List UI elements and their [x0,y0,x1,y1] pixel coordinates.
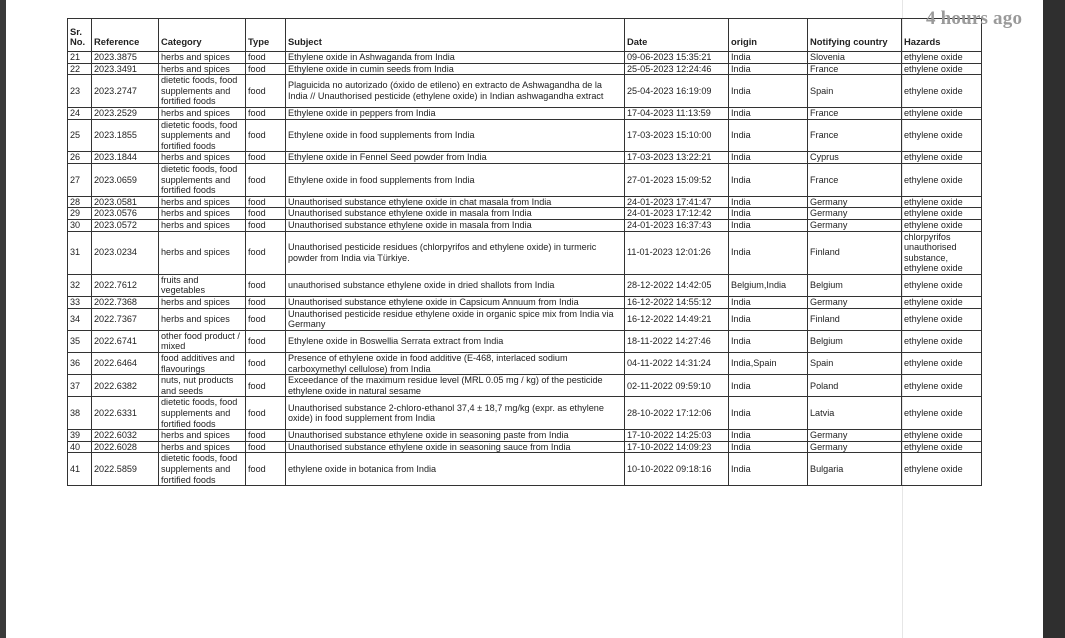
cell-type: food [246,274,286,296]
cell-date: 28-12-2022 14:42:05 [625,274,729,296]
cell-hazards: ethylene oxide [902,163,982,196]
cell-category: herbs and spices [159,430,246,442]
table-row [68,441,982,453]
cell-origin: India [729,163,808,196]
cell-origin: Belgium,India [729,274,808,296]
cell-origin: India [729,219,808,231]
cell-origin: India [729,107,808,119]
cell-origin: India [729,330,808,352]
cell-category: herbs and spices [159,219,246,231]
cell-type: food [246,441,286,453]
cell-reference: 2023.1855 [92,119,159,152]
cell-reference: 2022.6464 [92,353,159,375]
cell-category: fruits and vegetables [159,274,246,296]
header-type: Type [246,19,286,52]
cell-sr-no: 37 [68,375,92,397]
cell-reference: 2022.6032 [92,430,159,442]
cell-origin: India [729,375,808,397]
cell-sr-no: 23 [68,75,92,108]
cell-category: herbs and spices [159,441,246,453]
cell-origin: India [729,297,808,309]
cell-sr-no: 28 [68,196,92,208]
table-row [68,208,982,220]
cell-notifying-country: Germany [808,441,902,453]
cell-notifying-country: Slovenia [808,52,902,64]
cell-hazards: ethylene oxide [902,330,982,352]
cell-type: food [246,63,286,75]
cell-reference: 2023.2529 [92,107,159,119]
cell-date: 10-10-2022 09:18:16 [625,453,729,486]
food-alert-table [67,18,982,486]
cell-subject: Unauthorised substance 2-chloro-ethanol 37,4 ± 18,7 mg/kg (expr. as ethylene oxide) in food supplement from India [286,397,625,430]
cell-origin: India [729,231,808,274]
cell-notifying-country: Germany [808,297,902,309]
cell-date: 11-01-2023 12:01:26 [625,231,729,274]
cell-category: herbs and spices [159,308,246,330]
cell-type: food [246,430,286,442]
cell-hazards: ethylene oxide [902,430,982,442]
cell-date: 17-10-2022 14:09:23 [625,441,729,453]
time-ago-label: 4 hours ago [926,8,1023,29]
cell-notifying-country: Spain [808,75,902,108]
cell-hazards: ethylene oxide [902,52,982,64]
cell-category: herbs and spices [159,107,246,119]
cell-hazards: ethylene oxide [902,308,982,330]
cell-reference: 2022.6382 [92,375,159,397]
cell-hazards: ethylene oxide [902,107,982,119]
table-row [68,196,982,208]
cell-reference: 2022.6741 [92,330,159,352]
cell-type: food [246,453,286,486]
cell-category: nuts, nut products and seeds [159,375,246,397]
cell-origin: India [729,441,808,453]
cell-hazards: ethylene oxide [902,75,982,108]
cell-category: food additives and flavourings [159,353,246,375]
cell-notifying-country: Poland [808,375,902,397]
cell-reference: 2023.0581 [92,196,159,208]
table-row [68,119,982,152]
cell-notifying-country: Germany [808,196,902,208]
cell-date: 18-11-2022 14:27:46 [625,330,729,352]
cell-type: food [246,52,286,64]
cell-type: food [246,397,286,430]
cell-notifying-country: France [808,63,902,75]
cell-reference: 2022.7367 [92,308,159,330]
cell-sr-no: 30 [68,219,92,231]
cell-sr-no: 21 [68,52,92,64]
cell-date: 09-06-2023 15:35:21 [625,52,729,64]
cell-reference: 2022.6331 [92,397,159,430]
cell-sr-no: 35 [68,330,92,352]
cell-type: food [246,231,286,274]
cell-notifying-country: France [808,107,902,119]
header-sr-no: Sr. No. [68,19,92,52]
cell-origin: India [729,453,808,486]
cell-subject: Ethylene oxide in Boswellia Serrata extract from India [286,330,625,352]
cell-type: food [246,107,286,119]
header-origin: origin [729,19,808,52]
cell-notifying-country: Belgium [808,274,902,296]
cell-sr-no: 31 [68,231,92,274]
cell-type: food [246,375,286,397]
cell-type: food [246,119,286,152]
cell-notifying-country: France [808,163,902,196]
cell-type: food [246,330,286,352]
cell-date: 17-04-2023 11:13:59 [625,107,729,119]
cell-subject: Unauthorised substance ethylene oxide in seasoning sauce from India [286,441,625,453]
cell-type: food [246,196,286,208]
cell-type: food [246,208,286,220]
header-category: Category [159,19,246,52]
cell-date: 28-10-2022 17:12:06 [625,397,729,430]
cell-date: 02-11-2022 09:59:10 [625,375,729,397]
cell-category: dietetic foods, food supplements and fortified foods [159,397,246,430]
cell-origin: India [729,430,808,442]
cell-subject: Exceedance of the maximum residue level (MRL 0.05 mg / kg) of the pesticide ethylene oxide in natural sesame [286,375,625,397]
header-hazards: Hazards [902,19,982,52]
cell-date: 16-12-2022 14:49:21 [625,308,729,330]
table-row [68,231,982,274]
table-row [68,330,982,352]
cell-date: 24-01-2023 17:41:47 [625,196,729,208]
cell-sr-no: 40 [68,441,92,453]
cell-sr-no: 22 [68,63,92,75]
cell-type: food [246,353,286,375]
left-border [0,0,6,638]
cell-notifying-country: Germany [808,430,902,442]
cell-reference: 2023.0576 [92,208,159,220]
cell-sr-no: 24 [68,107,92,119]
cell-hazards: ethylene oxide [902,208,982,220]
cell-notifying-country: Belgium [808,330,902,352]
cell-reference: 2023.2747 [92,75,159,108]
cell-origin: India [729,196,808,208]
cell-hazards: ethylene oxide [902,441,982,453]
cell-reference: 2023.3875 [92,52,159,64]
cell-reference: 2022.7612 [92,274,159,296]
cell-notifying-country: Germany [808,219,902,231]
cell-hazards: ethylene oxide [902,119,982,152]
cell-subject: Presence of ethylene oxide in food additive (E-468, interlaced sodium carboxymethyl cellulose) from India [286,353,625,375]
cell-notifying-country: Bulgaria [808,453,902,486]
cell-hazards: ethylene oxide [902,297,982,309]
cell-subject: Unauthorised substance ethylene oxide in chat masala from India [286,196,625,208]
cell-notifying-country: Germany [808,208,902,220]
table-row [68,52,982,64]
cell-reference: 2022.5859 [92,453,159,486]
cell-origin: India [729,63,808,75]
cell-category: herbs and spices [159,152,246,164]
cell-type: food [246,308,286,330]
cell-origin: India [729,152,808,164]
cell-reference: 2023.3491 [92,63,159,75]
cell-origin: India,Spain [729,353,808,375]
cell-origin: India [729,119,808,152]
header-reference: Reference [92,19,159,52]
cell-sr-no: 32 [68,274,92,296]
table-row [68,163,982,196]
table-row [68,75,982,108]
cell-category: herbs and spices [159,231,246,274]
cell-subject: Unauthorised substance ethylene oxide in seasoning paste from India [286,430,625,442]
cell-subject: ethylene oxide in botanica from India [286,453,625,486]
cell-category: dietetic foods, food supplements and fortified foods [159,119,246,152]
cell-type: food [246,75,286,108]
table-row [68,297,982,309]
cell-date: 27-01-2023 15:09:52 [625,163,729,196]
cell-category: herbs and spices [159,208,246,220]
cell-origin: India [729,308,808,330]
cell-category: dietetic foods, food supplements and fortified foods [159,75,246,108]
cell-reference: 2023.1844 [92,152,159,164]
cell-reference: 2023.0234 [92,231,159,274]
cell-origin: India [729,75,808,108]
cell-sr-no: 27 [68,163,92,196]
cell-hazards: ethylene oxide [902,274,982,296]
cell-reference: 2023.0659 [92,163,159,196]
cell-sr-no: 33 [68,297,92,309]
cell-hazards: ethylene oxide [902,375,982,397]
cell-hazards: ethylene oxide [902,397,982,430]
header-date: Date [625,19,729,52]
table-row [68,375,982,397]
cell-type: food [246,152,286,164]
cell-type: food [246,219,286,231]
cell-date: 24-01-2023 17:12:42 [625,208,729,220]
cell-reference: 2022.6028 [92,441,159,453]
cell-category: herbs and spices [159,196,246,208]
cell-category: dietetic foods, food supplements and fortified foods [159,163,246,196]
cell-notifying-country: Finland [808,308,902,330]
cell-origin: India [729,397,808,430]
cell-hazards: ethylene oxide [902,196,982,208]
header-subject: Subject [286,19,625,52]
cell-date: 16-12-2022 14:55:12 [625,297,729,309]
table-row [68,107,982,119]
table-row [68,219,982,231]
cell-notifying-country: Cyprus [808,152,902,164]
cell-subject: Ethylene oxide in food supplements from India [286,163,625,196]
cell-hazards: ethylene oxide [902,219,982,231]
cell-date: 17-03-2023 13:22:21 [625,152,729,164]
cell-subject: unauthorised substance ethylene oxide in dried shallots from India [286,274,625,296]
cell-category: herbs and spices [159,52,246,64]
table-row [68,353,982,375]
table-row [68,152,982,164]
cell-notifying-country: France [808,119,902,152]
cell-date: 25-05-2023 12:24:46 [625,63,729,75]
cell-type: food [246,297,286,309]
cell-subject: Unauthorised substance ethylene oxide in masala from India [286,219,625,231]
cell-subject: Unauthorised substance ethylene oxide in masala from India [286,208,625,220]
cell-hazards: chlorpyrifos unauthorised substance, ethylene oxide [902,231,982,274]
cell-date: 17-10-2022 14:25:03 [625,430,729,442]
table-row [68,63,982,75]
cell-sr-no: 41 [68,453,92,486]
cell-notifying-country: Latvia [808,397,902,430]
cell-reference: 2023.0572 [92,219,159,231]
table-row [68,308,982,330]
cell-sr-no: 34 [68,308,92,330]
cell-sr-no: 36 [68,353,92,375]
cell-notifying-country: Finland [808,231,902,274]
table-header-row [68,19,982,52]
cell-subject: Ethylene oxide in food supplements from India [286,119,625,152]
cell-reference: 2022.7368 [92,297,159,309]
cell-subject: Unauthorised substance ethylene oxide in Capsicum Annuum from India [286,297,625,309]
cell-category: herbs and spices [159,297,246,309]
cell-sr-no: 25 [68,119,92,152]
cell-date: 04-11-2022 14:31:24 [625,353,729,375]
cell-notifying-country: Spain [808,353,902,375]
cell-category: other food product / mixed [159,330,246,352]
cell-subject: Ethylene oxide in peppers from India [286,107,625,119]
cell-hazards: ethylene oxide [902,353,982,375]
cell-date: 24-01-2023 16:37:43 [625,219,729,231]
cell-sr-no: 39 [68,430,92,442]
cell-category: herbs and spices [159,63,246,75]
cell-category: dietetic foods, food supplements and fortified foods [159,453,246,486]
cell-sr-no: 26 [68,152,92,164]
cell-hazards: ethylene oxide [902,453,982,486]
cell-date: 17-03-2023 15:10:00 [625,119,729,152]
table-row [68,453,982,486]
cell-type: food [246,163,286,196]
table-body [68,52,982,486]
cell-origin: India [729,52,808,64]
cell-subject: Ethylene oxide in Ashwaganda from India [286,52,625,64]
cell-subject: Unauthorised pesticide residue ethylene oxide in organic spice mix from India via Germany [286,308,625,330]
table-row [68,397,982,430]
table-row [68,274,982,296]
cell-sr-no: 29 [68,208,92,220]
cell-date: 25-04-2023 16:19:09 [625,75,729,108]
cell-origin: India [729,208,808,220]
cell-hazards: ethylene oxide [902,63,982,75]
table-row [68,430,982,442]
cell-subject: Ethylene oxide in cumin seeds from India [286,63,625,75]
cell-subject: Ethylene oxide in Fennel Seed powder from India [286,152,625,164]
cell-subject: Plaguicida no autorizado (óxido de etileno) en extracto de Ashwagandha de la India // Unauthorised pesticide (ethylene oxide) in Indian ashwagandha extract [286,75,625,108]
cell-hazards: ethylene oxide [902,152,982,164]
header-notifying-country: Notifying country [808,19,902,52]
viewer-scrollbar-track[interactable] [1043,0,1065,638]
cell-sr-no: 38 [68,397,92,430]
cell-subject: Unauthorised pesticide residues (chlorpyrifos and ethylene oxide) in turmeric powder from India via Türkiye. [286,231,625,274]
